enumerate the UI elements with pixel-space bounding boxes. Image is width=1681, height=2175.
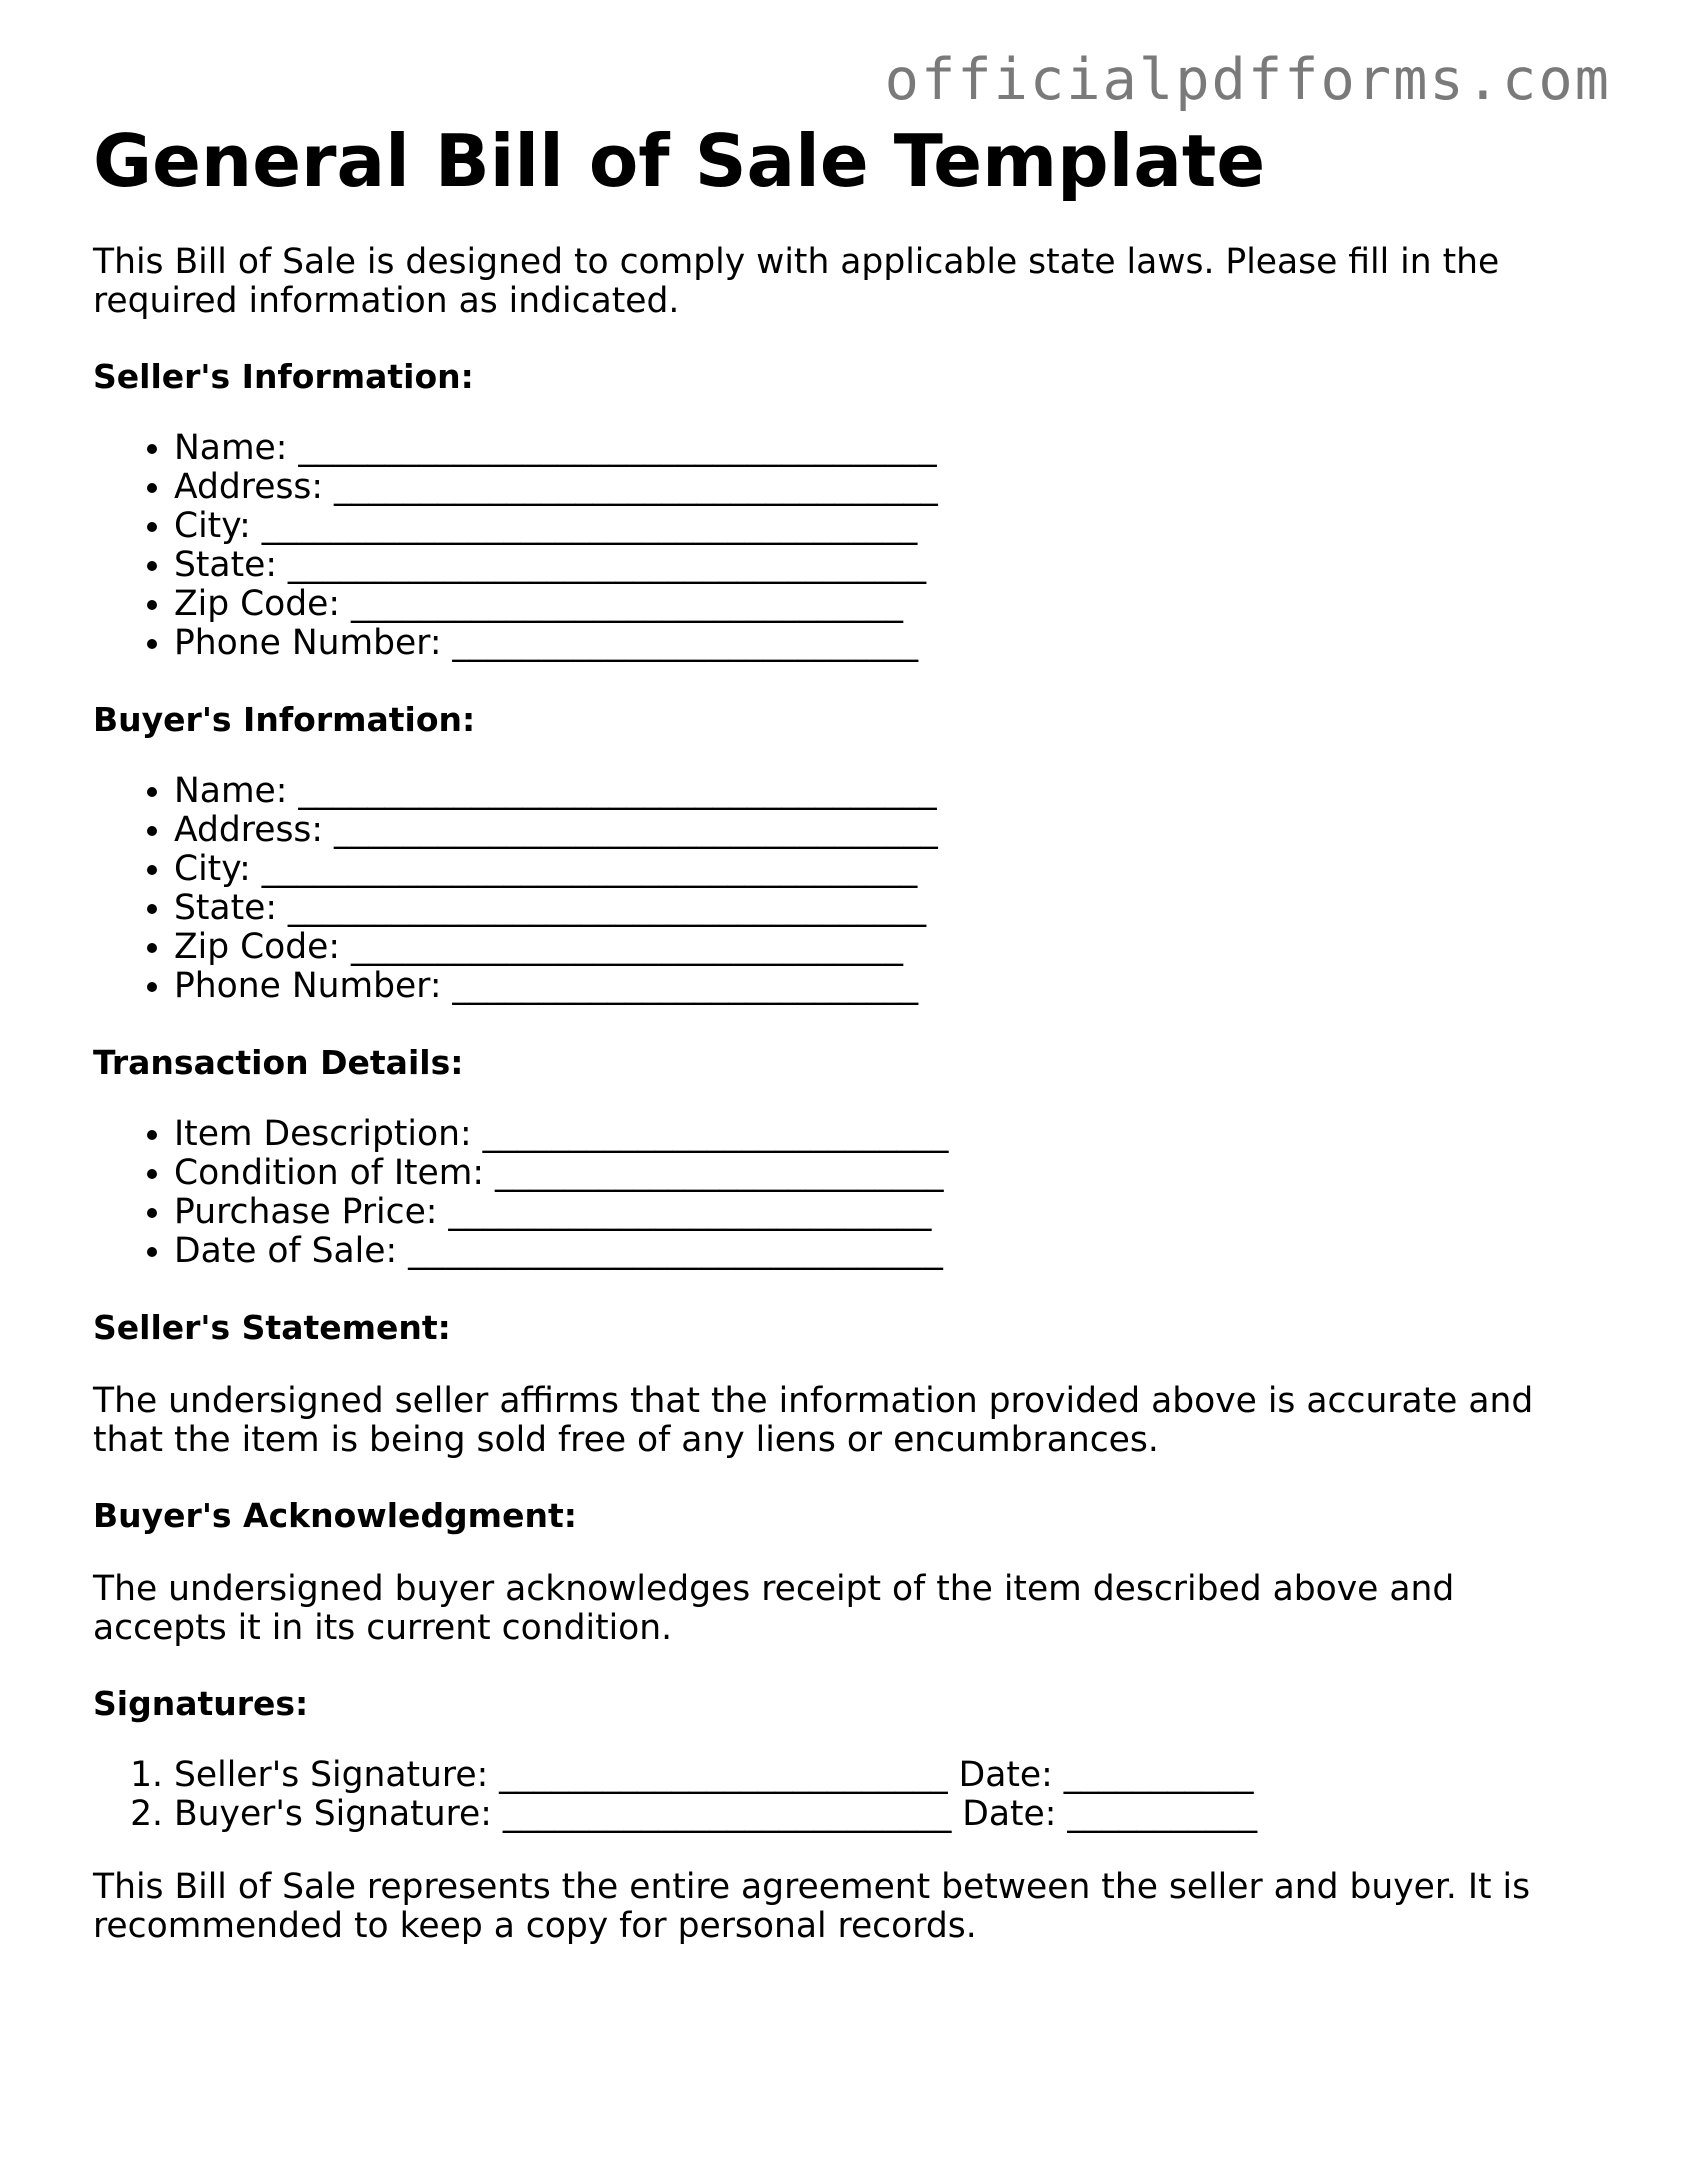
seller-address-field[interactable]: • Address: ___________________________________ (174, 468, 1593, 507)
buyer-phone-field[interactable]: • Phone Number: ___________________________ (174, 967, 1593, 1006)
buyer-signature-line[interactable]: 2. Buyer's Signature: __________________________ Date: ___________ (174, 1795, 1593, 1834)
buyer-ack-text: The undersigned buyer acknowledges receipt of the item described above and accepts it in its current condition. (93, 1568, 1455, 1648)
seller-phone-field[interactable]: • Phone Number: ___________________________ (174, 624, 1593, 663)
item-condition-field[interactable]: • Condition of Item: __________________________ (174, 1154, 1593, 1193)
buyer-name-field[interactable]: • Name: _____________________________________ (174, 772, 1593, 811)
transaction-list (93, 1115, 1593, 1271)
item-description-field[interactable]: • Item Description: ___________________________ (174, 1115, 1593, 1154)
buyer-state-field[interactable]: • State: _____________________________________ (174, 889, 1593, 928)
seller-zip-field[interactable]: • Zip Code: ________________________________ (174, 585, 1593, 624)
buyer-info-heading: Buyer's Information: (93, 699, 476, 739)
buyer-info-list (93, 772, 1593, 1006)
watermark: officialpdfforms.com (884, 47, 1611, 113)
seller-name-field[interactable]: • Name: _____________________________________ (174, 429, 1593, 468)
document-page (93, 120, 1593, 1946)
buyer-ack-heading: Buyer's Acknowledgment: (93, 1495, 577, 1535)
signatures-list (93, 1756, 1593, 1834)
signatures-heading: Signatures: (93, 1683, 309, 1723)
transaction-heading: Transaction Details: (93, 1042, 464, 1082)
seller-signature-line[interactable]: 1. Seller's Signature: __________________________ Date: ___________ (174, 1756, 1593, 1795)
seller-statement-heading: Seller's Statement: (93, 1307, 451, 1347)
purchase-price-field[interactable]: • Purchase Price: ____________________________ (174, 1193, 1593, 1232)
buyer-zip-field[interactable]: • Zip Code: ________________________________ (174, 928, 1593, 967)
seller-info-heading: Seller's Information: (93, 356, 474, 396)
buyer-address-field[interactable]: • Address: ___________________________________ (174, 811, 1593, 850)
seller-statement-text: The undersigned seller affirms that the information provided above is accurate and that the item is being sold free of any liens or encumbrances. (93, 1380, 1534, 1460)
buyer-city-field[interactable]: • City: ______________________________________ (174, 850, 1593, 889)
seller-info-list (93, 429, 1593, 663)
closing-paragraph: This Bill of Sale represents the entire agreement between the seller and buyer. It is recommended to keep a copy for personal records. (93, 1866, 1531, 1946)
date-of-sale-field[interactable]: • Date of Sale: _______________________________ (174, 1232, 1593, 1271)
intro-paragraph: This Bill of Sale is designed to comply with applicable state laws. Please fill in the required information as indicated. (93, 241, 1500, 321)
page-title: General Bill of Sale Template (93, 119, 1266, 203)
seller-state-field[interactable]: • State: _____________________________________ (174, 546, 1593, 585)
seller-city-field[interactable]: • City: ______________________________________ (174, 507, 1593, 546)
